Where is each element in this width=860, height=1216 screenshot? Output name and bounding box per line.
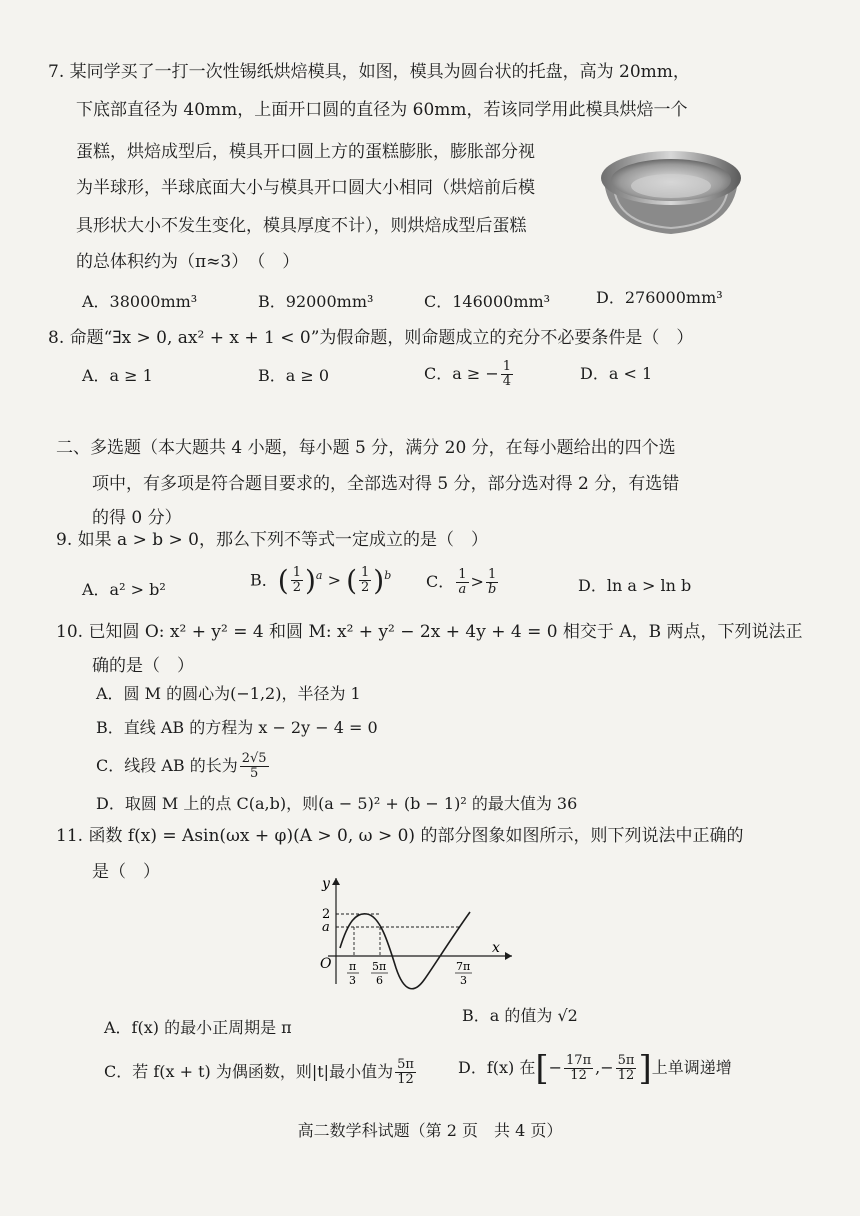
q10-option-a: A．圆 M 的圆心为(−1,2)，半径为 1 <box>96 684 361 703</box>
q9-option-a: A．a² > b² <box>82 580 166 599</box>
q8-line1: 8. 命题“∃x > 0, ax² + x + 1 < 0”为假命题，则命题成立的充分不必要条件是（ ） <box>48 328 694 348</box>
y-label: y <box>322 876 330 892</box>
q11-option-a: A．f(x) 的最小正周期是 π <box>104 1018 292 1037</box>
q9-b-num1: 1 <box>292 565 301 581</box>
q11-d-frac1 <box>564 1054 593 1083</box>
q9-option-b-frac2 <box>359 566 371 595</box>
y-tick-2: 2 <box>322 907 331 922</box>
q7-line6: 的总体积约为（π≈3） （ ） <box>76 252 300 272</box>
q9-b-num2: 1 <box>361 565 370 581</box>
q9-c-frac1 <box>456 568 468 597</box>
x-tick-7pi-3-num: 7π <box>456 960 471 973</box>
q10-c-num: 2√5 <box>241 751 267 766</box>
q11-d-d2: 12 <box>617 1068 635 1083</box>
q8-option-c-prefix: C．a ≥ − <box>424 364 499 383</box>
q9-c-n1: 1 <box>458 567 467 582</box>
q11-d-prefix: D．f(x) 在 <box>458 1058 536 1077</box>
q11-option-c <box>104 1058 418 1087</box>
q7-line1: 7. 某同学买了一打一次性锡纸烘焙模具，如图，模具为圆台状的托盘，高为 20mm， <box>48 62 690 82</box>
q11-c-den: 12 <box>397 1072 414 1087</box>
q10-line2: 确的是（ ） <box>92 656 194 676</box>
q9-line1: 9. 如果 a > b > 0，那么下列不等式一定成立的是（ ） <box>56 530 488 550</box>
y-tick-a: a <box>322 920 330 935</box>
q11-option-d: D．f(x) 在[− $\frac{17\pi}{12}$ ,− $\frac{5\pi}{12}$ ]上单调递增 <box>458 1048 732 1089</box>
q9-b-exp2: b <box>384 569 392 582</box>
section2-line3: 的得 0 分） <box>92 508 182 528</box>
q10-option-d: D．取圆 M 上的点 C(a,b)，则(a − 5)² + (b − 1)² 的最大值为 36 <box>96 794 578 813</box>
q7-line4: 为半球形，半球底面大小与模具开口圆大小相同（烘焙前后模 <box>76 178 535 198</box>
q7-line5: 具形状大小不发生变化，模具厚度不计），则烘焙成型后蛋糕 <box>76 216 527 236</box>
q10-option-b: B．直线 AB 的方程为 x − 2y − 4 = 0 <box>96 718 378 737</box>
page-footer: 高二数学科试题（第 2 页 共 4 页） <box>297 1121 563 1140</box>
q9-b-den2: 2 <box>361 580 370 596</box>
q9-option-b: B．( $\frac{1}{2}$ )$^a$ > ( $\frac{1}{2}$ )$^b$ <box>250 563 392 597</box>
q8-option-a: A．a ≥ 1 <box>82 366 153 385</box>
x-tick-5pi-6-den: 6 <box>376 974 383 987</box>
q8-option-c-fraction <box>501 360 513 389</box>
x-axis-arrow <box>505 952 512 960</box>
q8-option-c <box>424 360 515 389</box>
q7-option-a: A．38000mm³ <box>82 292 198 311</box>
sine-graph <box>300 872 520 992</box>
q9-c-d1: a <box>458 582 467 597</box>
q8-frac-den: 4 <box>502 374 512 389</box>
q9-option-b-frac1 <box>291 566 303 595</box>
q11-line2: 是（ ） <box>92 862 160 882</box>
q11-d-n2: 5π <box>617 1053 635 1068</box>
q9-b-den1: 2 <box>292 580 301 596</box>
q9-b-exp1: a <box>315 569 323 582</box>
y-axis-arrow <box>332 878 340 885</box>
q7-option-b: B．92000mm³ <box>258 292 374 311</box>
q8-frac-num: 1 <box>502 359 512 374</box>
section2-line1: 二、多选题（本大题共 4 小题，每小题 5 分，满分 20 分，在每小题给出的四个选 <box>56 438 676 458</box>
q10-line1: 10. 已知圆 O: x² + y² = 4 和圆 M: x² + y² − 2x + 4y + 4 = 0 相交于 A，B 两点，下列说法正 <box>56 622 803 642</box>
x-tick-pi-3-num: π <box>349 960 357 973</box>
section2-line2: 项中，有多项是符合题目要求的，全部选对得 5 分，部分选对得 2 分，有选错 <box>92 474 680 494</box>
q9-option-c <box>426 568 500 597</box>
q11-d-d1: 12 <box>570 1068 587 1083</box>
q10-option-c <box>96 752 271 781</box>
q7-option-d: D．276000mm³ <box>596 288 723 307</box>
origin-label: O <box>320 956 332 972</box>
q7-option-c: C．146000mm³ <box>424 292 551 311</box>
x-label: x <box>492 940 500 956</box>
q11-line1: 11. 函数 f(x) = Asin(ωx + φ)(A > 0, ω > 0) 的部分图象如图所示，则下列说法中正确的 <box>56 826 744 846</box>
x-tick-pi-3-den: 3 <box>349 974 356 987</box>
x-tick-7pi-3-den: 3 <box>460 974 467 987</box>
q11-d-frac2 <box>616 1054 637 1083</box>
q11-c-num: 5π <box>397 1057 414 1072</box>
q11-d-suffix: 上单调递增 <box>651 1058 732 1077</box>
q9-c-label: C． <box>426 572 455 591</box>
q9-c-n2: 1 <box>486 568 498 583</box>
q9-c-d2: b <box>487 582 497 597</box>
q9-option-b-label: B． <box>250 570 278 590</box>
q9-c-gt: > <box>470 572 484 591</box>
q9-c-frac2 <box>486 568 498 597</box>
q7-line3: 蛋糕，烘焙成型后，模具开口圆上方的蛋糕膨胀，膨胀部分视 <box>76 142 535 162</box>
q10-c-den: 5 <box>250 766 259 781</box>
baking-mold-image <box>596 142 746 242</box>
q11-c-frac <box>395 1058 416 1087</box>
x-tick-5pi-6-num: 5π <box>372 960 387 973</box>
q11-option-b: B．a 的值为 √2 <box>462 1006 578 1025</box>
q10-c-frac <box>240 752 269 781</box>
q11-c-prefix: C．若 f(x + t) 为偶函数，则|t|最小值为 <box>104 1062 394 1081</box>
q8-option-d: D．a < 1 <box>580 364 653 383</box>
q9-b-gt: > <box>327 570 341 590</box>
q8-option-b: B．a ≥ 0 <box>258 366 330 385</box>
sine-curve <box>340 912 470 989</box>
q11-d-n1: 17π <box>566 1053 592 1068</box>
q7-line2: 下底部直径为 40mm，上面开口圆的直径为 60mm，若该同学用此模具烘焙一个 <box>76 100 688 120</box>
q10-c-prefix: C．线段 AB 的长为 <box>96 756 238 775</box>
q9-option-d: D．ln a > ln b <box>578 576 692 595</box>
